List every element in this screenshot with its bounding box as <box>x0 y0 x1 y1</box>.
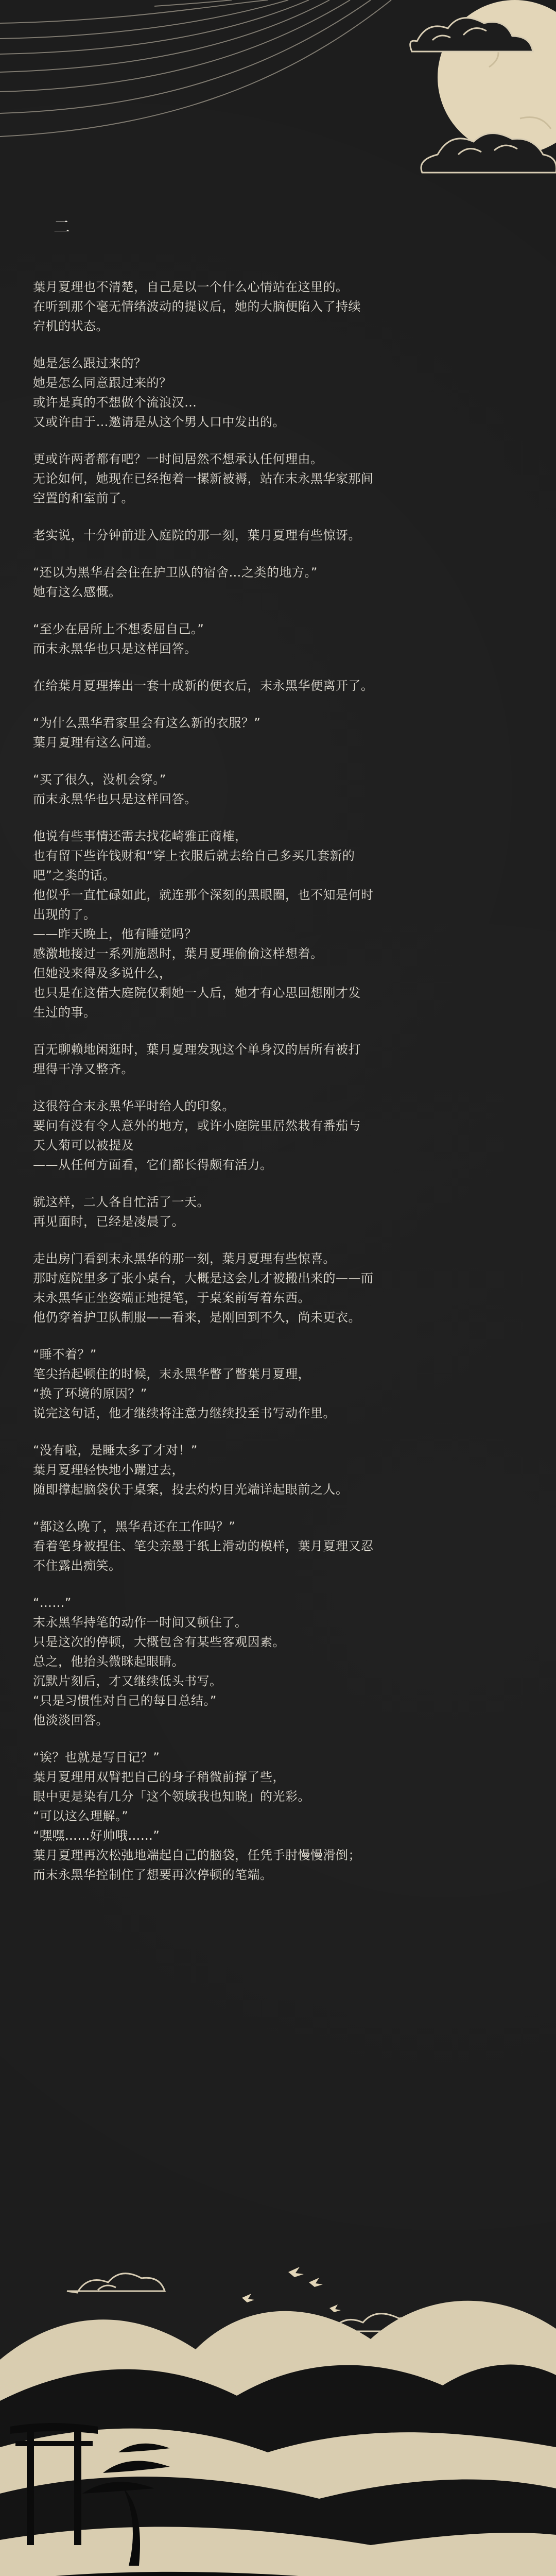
text-line: 她是怎么同意跟过来的？ <box>33 376 172 390</box>
text-line: 也只是在这偌大庭院仅剩她一人后，她才有心思回想刚才发 <box>33 986 361 1000</box>
text-line: 随即撑起脑袋伏于桌案，投去灼灼目光端详起眼前之人。 <box>33 1482 349 1497</box>
text-line: “买了很久，没机会穿。” <box>33 772 166 787</box>
header-illustration <box>0 0 556 216</box>
paragraph <box>33 770 522 809</box>
text-line: 无论如何，她现在已经抱着一摞新被褥，站在末永黑华家那间 <box>33 471 374 486</box>
text-line: 她是怎么跟过来的？ <box>33 356 147 370</box>
text-line: 感激地接过一系列施恩时，葉月夏理偷偷这样想着。 <box>33 946 323 961</box>
text-line: 就这样，二人各自忙活了一天。 <box>33 1195 210 1209</box>
text-line: 末永黑华持笔的动作一时间又顿住了。 <box>33 1615 248 1630</box>
text-line: 眼中更是染有几分「这个领域我也知晓」的光彩。 <box>33 1789 310 1804</box>
text-line: 但她没来得及多说什么， <box>33 966 172 980</box>
text-line: 天人菊可以被提及 <box>33 1138 134 1153</box>
text-line: 葉月夏理用双臂把自己的身子稍微前撑了些， <box>33 1770 285 1784</box>
bird-icon <box>242 2267 341 2312</box>
text-line: ——从任何方面看，它们都长得颇有活力。 <box>33 1158 273 1172</box>
paragraph <box>33 1345 522 1423</box>
text-line: 她有这么感慨。 <box>33 585 121 599</box>
text-line: 生过的事。 <box>33 1005 96 1020</box>
text-line: 笔尖抬起顿住的时候，末永黑华瞥了瞥葉月夏理， <box>33 1367 310 1381</box>
paragraph <box>33 1192 522 1231</box>
text-line: “诶？也就是写日记？” <box>33 1750 160 1765</box>
footer-illustration <box>0 2205 556 2576</box>
text-line: 而末永黑华控制住了想要再次停顿的笔端。 <box>33 1868 273 1882</box>
text-line: 空置的和室前了。 <box>33 491 134 505</box>
text-line: “还以为黑华君会住在护卫队的宿舍…之类的地方。” <box>33 565 318 580</box>
paragraph <box>33 713 522 752</box>
text-line: 又或许由于…邀请是从这个男人口中发出的。 <box>33 415 285 429</box>
paragraph <box>33 353 522 432</box>
text-line: 总之，他抬头微眯起眼睛。 <box>33 1654 184 1669</box>
paragraph <box>33 619 522 658</box>
text-line: “只是习惯性对自己的每日总结。” <box>33 1693 217 1708</box>
text-line: 不住露出痴笑。 <box>33 1558 121 1573</box>
text-line: 葉月夏理有这么问道。 <box>33 735 159 750</box>
text-line: 沉默片刻后，才又继续低头书写。 <box>33 1674 222 1688</box>
text-line: 这很符合末永黑华平时给人的印象。 <box>33 1099 235 1113</box>
text-line: 那时庭院里多了张小桌台，大概是这会儿才被搬出来的——而 <box>33 1271 374 1285</box>
text-line: 他似乎一直忙碌如此，就连那个深刻的黑眼圈，也不知是何时 <box>33 888 374 902</box>
text-line: 葉月夏理再次松弛地端起自己的脑袋，任凭手肘慢慢滑倒； <box>33 1848 361 1862</box>
text-line: 看着笔身被捏住、笔尖亲墨于纸上滑动的模样，葉月夏理又忍 <box>33 1539 374 1553</box>
text-line: 也有留下些许钱财和“穿上衣服后就去给自己多买几套新的 <box>33 849 355 863</box>
paragraph <box>33 277 522 336</box>
text-line: “睡不着？” <box>33 1347 97 1362</box>
text-line: 在给葉月夏理捧出一套十成新的便衣后，末永黑华便离开了。 <box>33 679 374 693</box>
text-line: 吧”之类的话。 <box>33 868 115 883</box>
text-line: 而末永黑华也只是这样回答。 <box>33 641 197 656</box>
text-line: “为什么黑华君家里会有这么新的衣服？” <box>33 716 261 730</box>
text-line: “可以这么理解。” <box>33 1809 129 1823</box>
hills-icon <box>0 2301 556 2576</box>
paragraph <box>33 1096 522 1175</box>
text-line: 理得干净又整齐。 <box>33 1062 134 1076</box>
text-line: 百无聊赖地闲逛时，葉月夏理发现这个单身汉的居所有被打 <box>33 1042 361 1057</box>
text-line: “换了环境的原因？” <box>33 1386 147 1401</box>
text-line: 或许是真的不想做个流浪汉… <box>33 395 197 410</box>
paragraph <box>33 1440 522 1499</box>
paragraph <box>33 826 522 1022</box>
text-line: 他淡淡回答。 <box>33 1713 109 1727</box>
text-line: “嘿嘿……好帅哦……” <box>33 1828 160 1843</box>
text-line: 而末永黑华也只是这样回答。 <box>33 792 197 806</box>
text-line: 要问有没有令人意外的地方，或许小庭院里居然栽有番茄与 <box>33 1118 361 1133</box>
text-line: 再见面时，已经是凌晨了。 <box>33 1214 184 1229</box>
paragraph <box>33 676 522 696</box>
text-line: 出现的了。 <box>33 907 96 922</box>
text-line: 宕机的状态。 <box>33 319 109 333</box>
text-line: ——昨天晚上，他有睡觉吗？ <box>33 927 197 941</box>
article-body <box>33 216 522 1902</box>
text-line: 走出房门看到末永黑华的那一刻，葉月夏理有些惊喜。 <box>33 1251 336 1266</box>
text-line: 说完这句话，他才继续将注意力继续投至书写动作里。 <box>33 1406 336 1420</box>
text-line: 葉月夏理轻快地小蹦过去， <box>33 1463 184 1477</box>
text-line: 更或许两者都有吧？一时间居然不想承认任何理由。 <box>33 452 323 466</box>
paragraph <box>33 1748 522 1885</box>
paragraph <box>33 563 522 602</box>
paragraph <box>33 449 522 508</box>
paragraph <box>33 1040 522 1079</box>
text-line: 他仍穿着护卫队制服——看来，是刚回到不久，尚未更衣。 <box>33 1310 361 1325</box>
paragraph <box>33 526 522 545</box>
chapter-title: 二 <box>54 217 71 236</box>
cloud-icon <box>67 2274 165 2293</box>
text-line: “……” <box>33 1596 72 1610</box>
text-line: 只是这次的停顿，大概包含有某些客观因素。 <box>33 1635 285 1649</box>
text-line: “至少在居所上不想委屈自己。” <box>33 622 204 636</box>
text-line: 末永黑华正坐姿端正地提笔，于桌案前写着东西。 <box>33 1291 310 1305</box>
text-line: “都这么晚了，黑华君还在工作吗？” <box>33 1519 236 1534</box>
text-line: 葉月夏理也不清楚，自己是以一个什么心情站在这里的。 <box>33 280 349 294</box>
paragraph <box>33 1593 522 1730</box>
paragraph <box>33 1249 522 1327</box>
text-line: 老实说，十分钟前进入庭院的那一刻，葉月夏理有些惊讶。 <box>33 528 361 543</box>
text-line: 他说有些事情还需去找花崎雅正商榷， <box>33 829 248 843</box>
text-line: 在听到那个毫无情绪波动的提议后，她的大脑便陷入了持续 <box>33 299 361 314</box>
paragraph-list <box>33 277 522 1885</box>
paragraph <box>33 1517 522 1575</box>
text-line: “没有啦，是睡太多了才对！” <box>33 1443 198 1458</box>
wave-lines-icon <box>0 0 391 137</box>
